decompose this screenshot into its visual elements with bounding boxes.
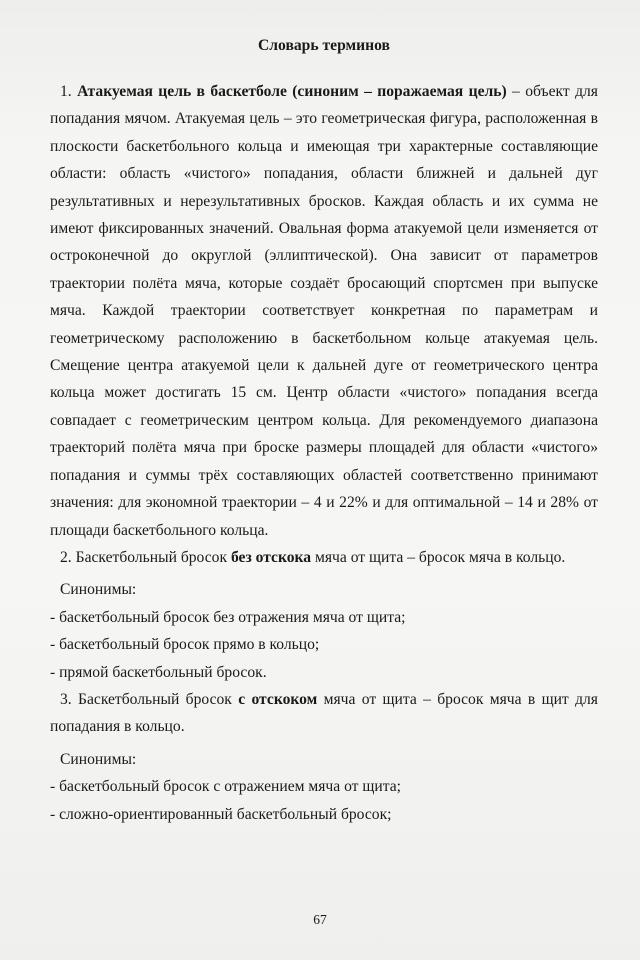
term-3-pre: Баскетбольный бросок bbox=[78, 690, 239, 708]
term-2-synonyms-label: Синонимы: bbox=[60, 581, 137, 599]
synonym-item: - сложно-ориентированный баскетбольный бросок; bbox=[50, 805, 392, 823]
term-2-heading: без отскока bbox=[230, 548, 312, 566]
synonym-item: - баскетбольный бросок без отражения мяча от щита; bbox=[50, 608, 406, 626]
term-1-heading: Атакуемая цель в баскетболе (синоним – поражаемая цель) bbox=[77, 83, 507, 100]
term-3-synonyms-label: Синонимы: bbox=[60, 750, 137, 768]
term-2-synonyms-list bbox=[50, 604, 598, 686]
term-2-post: мяча от щита – бросок мяча в кольцо. bbox=[311, 548, 566, 566]
synonym-item: - баскетбольный бросок прямо в кольцо; bbox=[50, 636, 320, 654]
term-1-definition: – объект для попадания мячом. Атакуемая цель – это геометрическая фигура, расположенная в плоскости баскетбольного кольца и имеющая три характерные составляющие области: область «чистого» попадания, области ближней и дальней дуг результативных и нерезультативных бросков. Каждая область и их сумма не имеют фиксированных значений. Овальная форма атакуемой цели изменяется от остроконечной до округлой (эллиптической). Она зависит от параметров траектории полёта мяча, которые создаёт бросающий спортсмен при выпуске мяча. Каждой траектории соответствует конкретная по параметрам и геометрическому расположению в баскетбольном кольце атакуемая цель. Смещение центра атакуемой цели к дальней дуге от геометрического центра кольца может достигать 15 см. Центр области «чистого» попадания всегда совпадает с геометрическим центром кольца. Для рекомендуемого диапазона траекторий полёта мяча при броске размеры площадей для области «чистого» попадания и суммы трёх составляющих областей соответственно принимают значения: для экономной траектории – 4 и 22% и для оптимальной – 14 и 28% от площади баскетбольного кольца. bbox=[50, 83, 598, 539]
term-1-paragraph bbox=[50, 78, 598, 544]
page-title: Словарь терминов bbox=[258, 37, 390, 54]
term-3-number: 3. bbox=[60, 690, 72, 708]
term-3-heading: с отскоком bbox=[238, 690, 318, 708]
term-1-number: 1. bbox=[60, 83, 72, 100]
term-3-post: мяча от щита – бросок мяча в щит для попадания в кольцо. bbox=[50, 690, 598, 736]
term-2-number: 2. bbox=[60, 548, 72, 566]
synonym-item: - баскетбольный бросок с отражением мяча от щита; bbox=[50, 778, 402, 796]
term-2-pre: Баскетбольный бросок bbox=[75, 548, 231, 566]
page-number: 67 bbox=[313, 912, 327, 927]
synonym-item: - прямой баскетбольный бросок. bbox=[50, 663, 267, 681]
term-3-paragraph bbox=[50, 686, 598, 741]
term-2-paragraph bbox=[50, 544, 598, 571]
page-content bbox=[50, 36, 598, 828]
term-3-synonyms-list bbox=[50, 773, 598, 828]
